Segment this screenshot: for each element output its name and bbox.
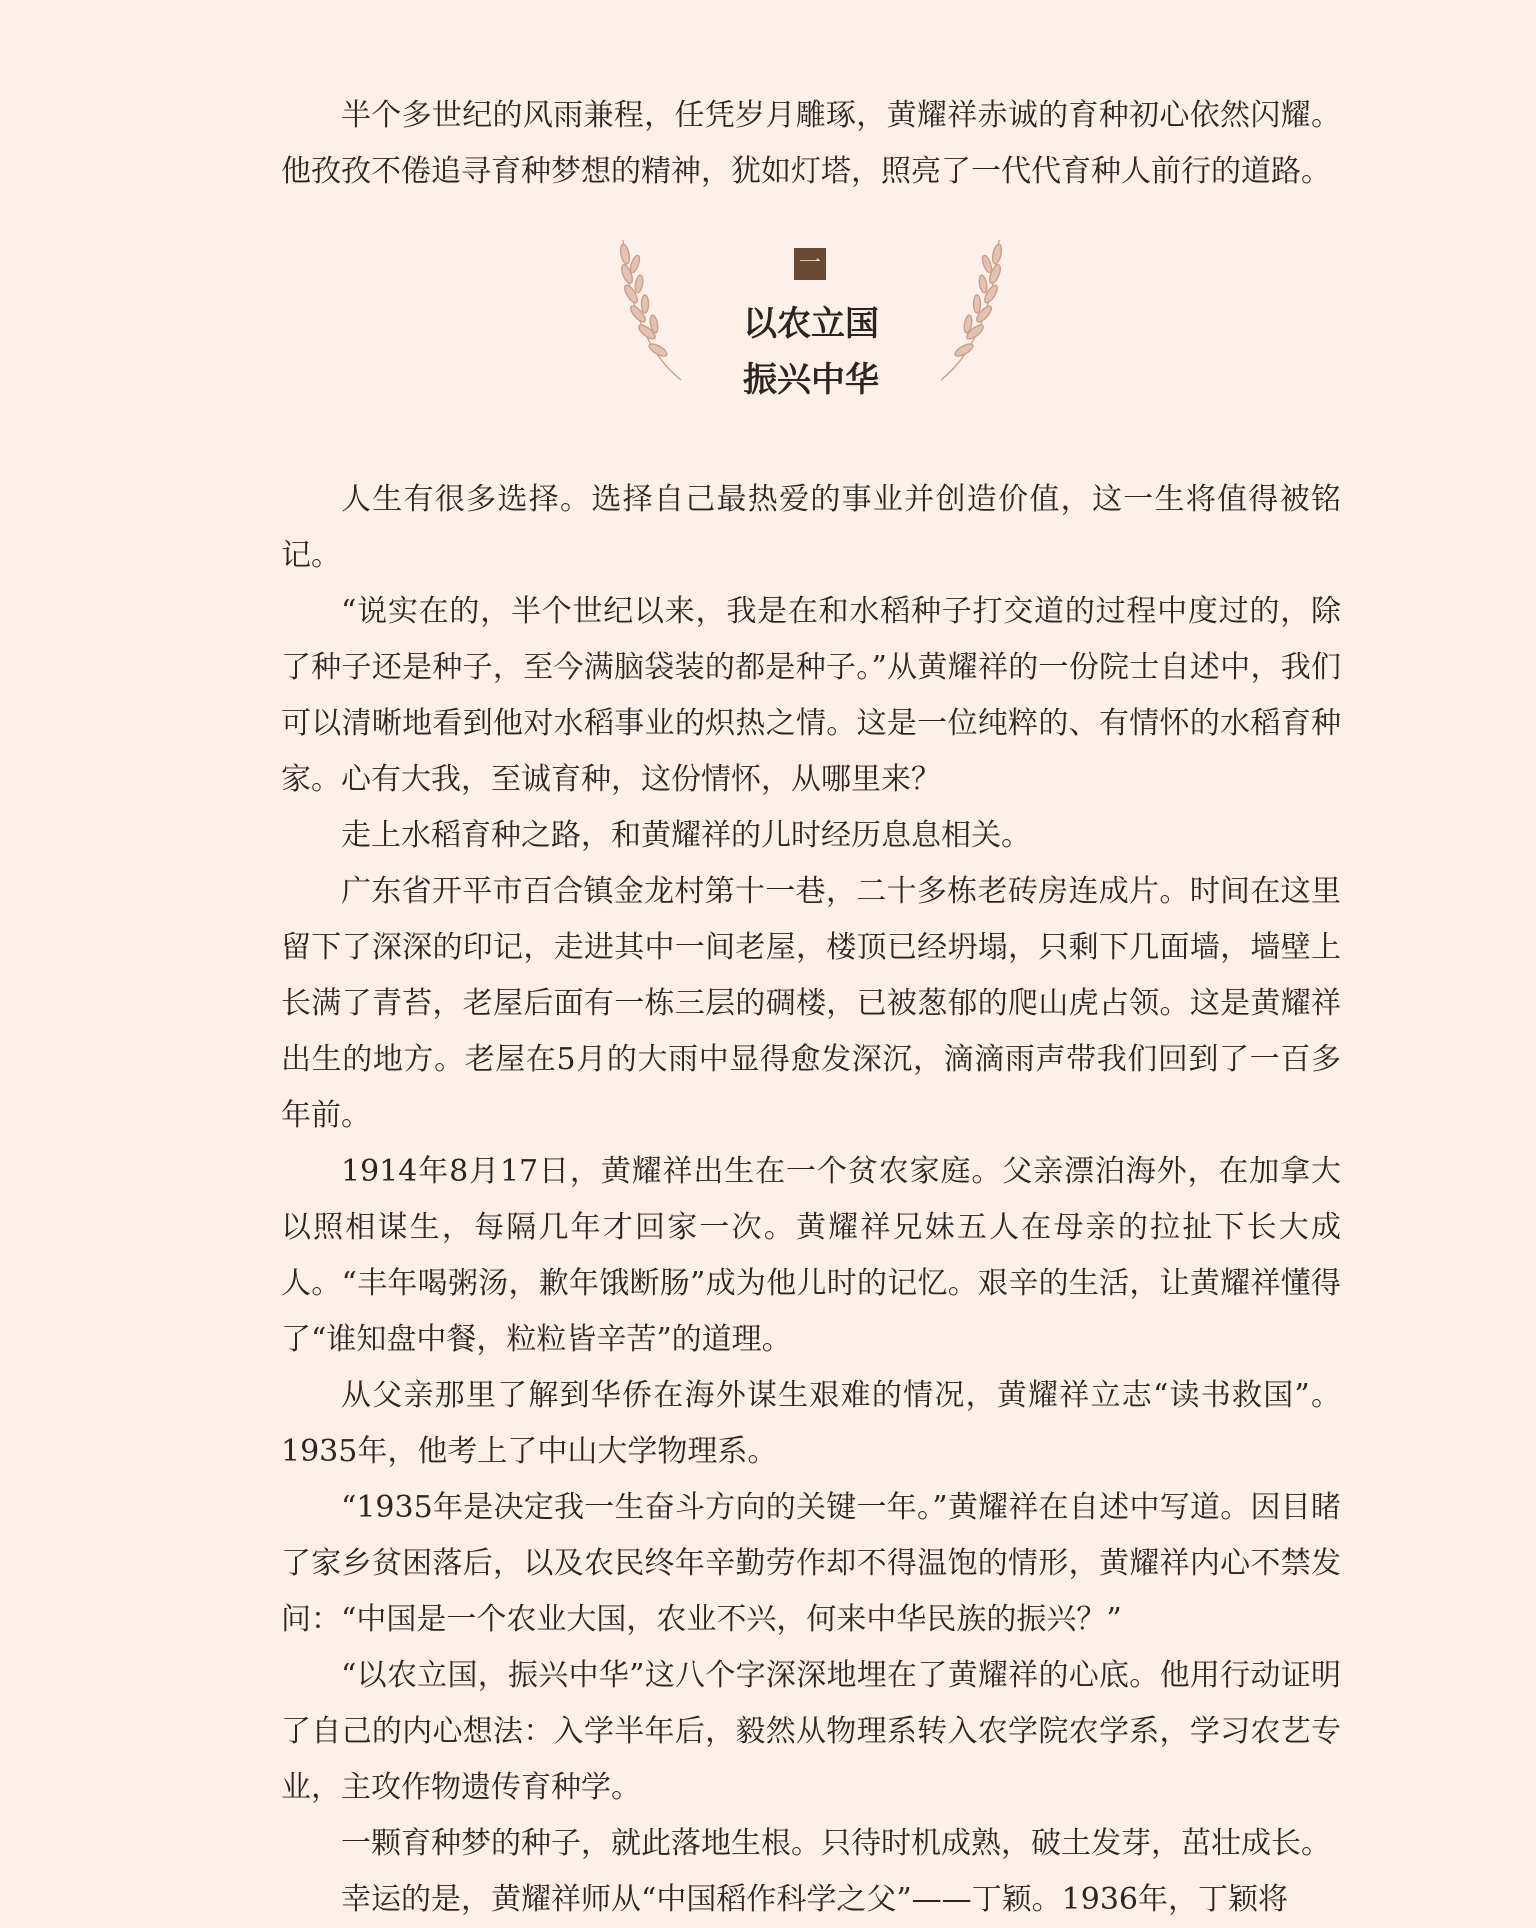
body-paragraph: 从父亲那里了解到华侨在海外谋生艰难的情况，黄耀祥立志“读书救国”。1935年，他考上了中山大学物理系。 bbox=[281, 1378, 1341, 1469]
body-paragraph: “说实在的，半个世纪以来，我是在和水稻种子打交道的过程中度过的，除了种子还是种子，至今满脑袋装的都是种子。”从黄耀祥的一份院士自述中，我们可以清晰地看到他对水稻事业的炽热之情。这是一位纯粹的、有情怀的水稻育种家。心有大我，至诚育种，这份情怀，从哪里来？ bbox=[281, 594, 1341, 797]
section-title-line2: 振兴中华 bbox=[743, 360, 879, 400]
intro-paragraph: 半个多世纪的风雨兼程，任凭岁月雕琢，黄耀祥赤诚的育种初心依然闪耀。他孜孜不倦追寻育种梦想的精神，犹如灯塔，照亮了一代代育种人前行的道路。 bbox=[281, 98, 1341, 189]
body-paragraph: 幸运的是，黄耀祥师从“中国稻作科学之父”——丁颖。1936年，丁颖将 bbox=[341, 1882, 1289, 1917]
wheat-ear-right-icon bbox=[931, 230, 1011, 390]
body-paragraph: 1914年8月17日，黄耀祥出生在一个贫农家庭。父亲漂泊海外，在加拿大以照相谋生，每隔几年才回家一次。黄耀祥兄妹五人在母亲的拉扯下长大成人。“丰年喝粥汤，歉年饿断肠”成为他儿时的记忆。艰辛的生活，让黄耀祥懂得了“谁知盘中餐，粒粒皆辛苦”的道理。 bbox=[281, 1154, 1341, 1357]
body-paragraph: 广东省开平市百合镇金龙村第十一巷，二十多栋老砖房连成片。时间在这里留下了深深的印记，走进其中一间老屋，楼顶已经坍塌，只剩下几面墙，墙壁上长满了青苔，老屋后面有一栋三层的碉楼，已被葱郁的爬山虎占领。这是黄耀祥出生的地方。老屋在5月的大雨中显得愈发深沉，滴滴雨声带我们回到了一百多年前。 bbox=[281, 874, 1341, 1133]
page-body bbox=[281, 88, 1341, 1928]
body-paragraph: “以农立国，振兴中华”这八个字深深地埋在了黄耀祥的心底。他用行动证明了自己的内心想法：入学半年后，毅然从物理系转入农学院农学系，学习农艺专业，主攻作物遗传育种学。 bbox=[281, 1658, 1341, 1805]
section-heading bbox=[281, 222, 1341, 422]
section-number-badge: 一 bbox=[794, 248, 826, 280]
body-paragraph: 一颗育种梦的种子，就此落地生根。只待时机成熟，破土发芽，茁壮成长。 bbox=[341, 1826, 1331, 1861]
body-paragraph: “1935年是决定我一生奋斗方向的关键一年。”黄耀祥在自述中写道。因目睹了家乡贫困落后，以及农民终年辛勤劳作却不得温饱的情形，黄耀祥内心不禁发问：“中国是一个农业大国，农业不兴，何来中华民族的振兴？” bbox=[281, 1490, 1341, 1637]
body-paragraph: 人生有很多选择。选择自己最热爱的事业并创造价值，这一生将值得被铭记。 bbox=[281, 482, 1341, 573]
body-paragraph: 走上水稻育种之路，和黄耀祥的儿时经历息息相关。 bbox=[341, 818, 1031, 853]
section-title-line1: 以农立国 bbox=[743, 304, 879, 344]
